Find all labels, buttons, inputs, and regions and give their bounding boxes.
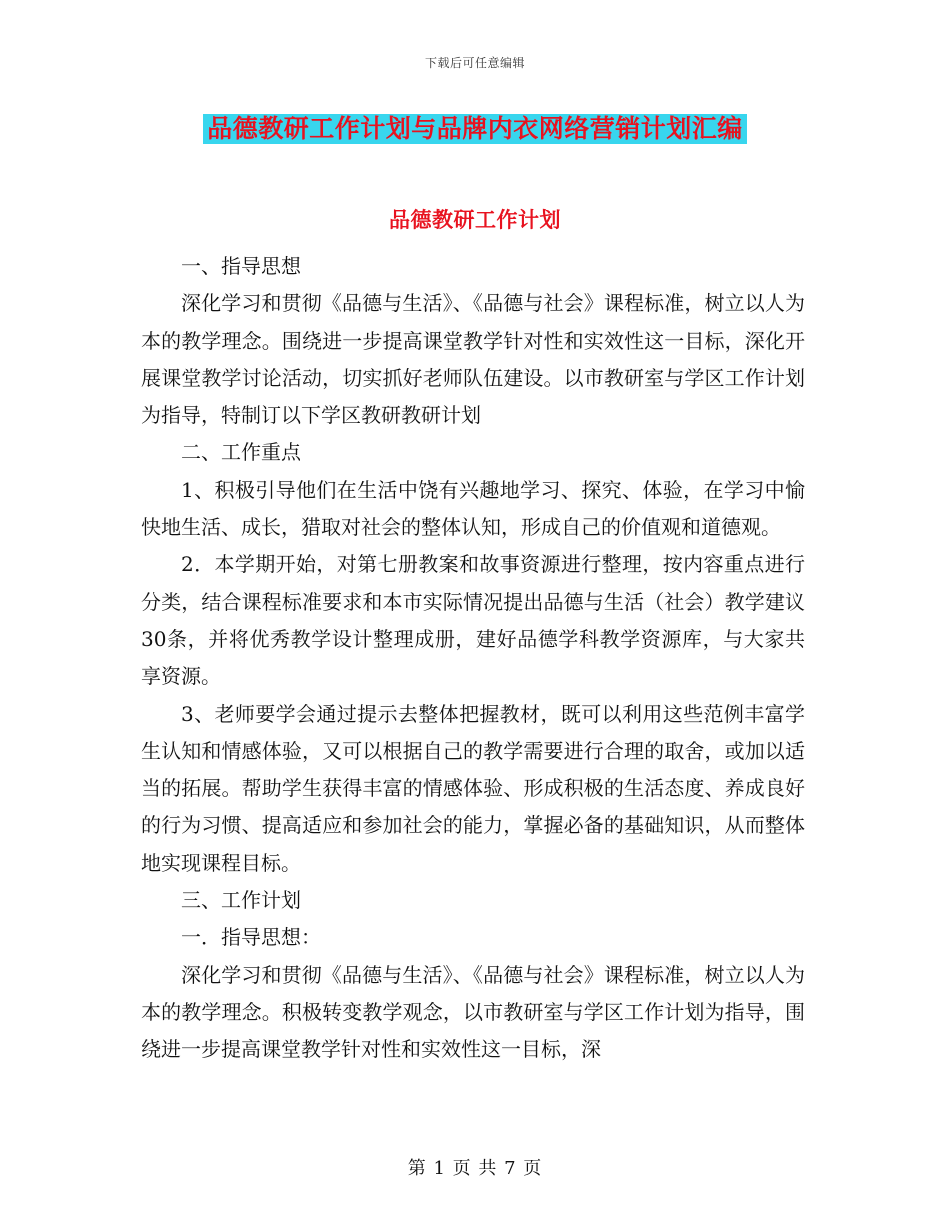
subheading-guiding-ideology: 一．指导思想：	[181, 925, 321, 950]
paragraph-plan-ideology: 深化学习和贯彻《品德与生活》、《品德与社会》课程标准，树立以人为本的教学理念。积极转变教学观念，以市教研室与学区工作计划为指导，围绕进一步提高课堂教学针对性和实效性这一目标，深	[141, 962, 805, 1062]
paragraph-focus-1: 1、积极引导他们在生活中饶有兴趣地学习、探究、体验，在学习中愉快地生活、成长，猎取对社会的整体认知，形成自己的价值观和道德观。	[141, 477, 805, 540]
section-title: 品德教研工作计划	[389, 208, 561, 232]
paragraph-focus-2: 2．本学期开始，对第七册教案和故事资源进行整理，按内容重点进行分类，结合课程标准要求和本市实际情况提出品德与生活（社会）教学建议30条，并将优秀教学设计整理成册，建好品德学科教学资源库，与大家共享资源。	[141, 552, 805, 689]
heading-work-plan: 三、工作计划	[181, 888, 301, 913]
page-footer-number: 第 1 页 共 7 页	[407, 1158, 543, 1179]
document-title-text: 品德教研工作计划与品牌内衣网络营销计划汇编	[203, 114, 747, 144]
heading-guiding-ideology: 一、指导思想	[181, 254, 301, 278]
paragraph-guiding-ideology: 深化学习和贯彻《品德与生活》、《品德与社会》课程标准，树立以人为本的教学理念。围绕进一步提高课堂教学针对性和实效性这一目标，深化开展课堂教学讨论活动，切实抓好老师队伍建设。以市教研室与学区工作计划为指导，特制订以下学区教研教研计划	[141, 291, 805, 428]
page-header-note: 下载后可任意编辑	[424, 56, 525, 70]
heading-work-focus: 二、工作重点	[181, 440, 301, 465]
document-body	[141, 248, 805, 1069]
document-title	[0, 114, 950, 144]
paragraph-focus-3: 3、老师要学会通过提示去整体把握教材，既可以利用这些范例丰富学生认知和情感体验，又可以根据自己的教学需要进行合理的取舍，或加以适当的拓展。帮助学生获得丰富的情感体验、形成积极的生活态度、养成良好的行为习惯、提高适应和参加社会的能力，掌握必备的基础知识，从而整体地实现课程目标。	[141, 701, 805, 875]
